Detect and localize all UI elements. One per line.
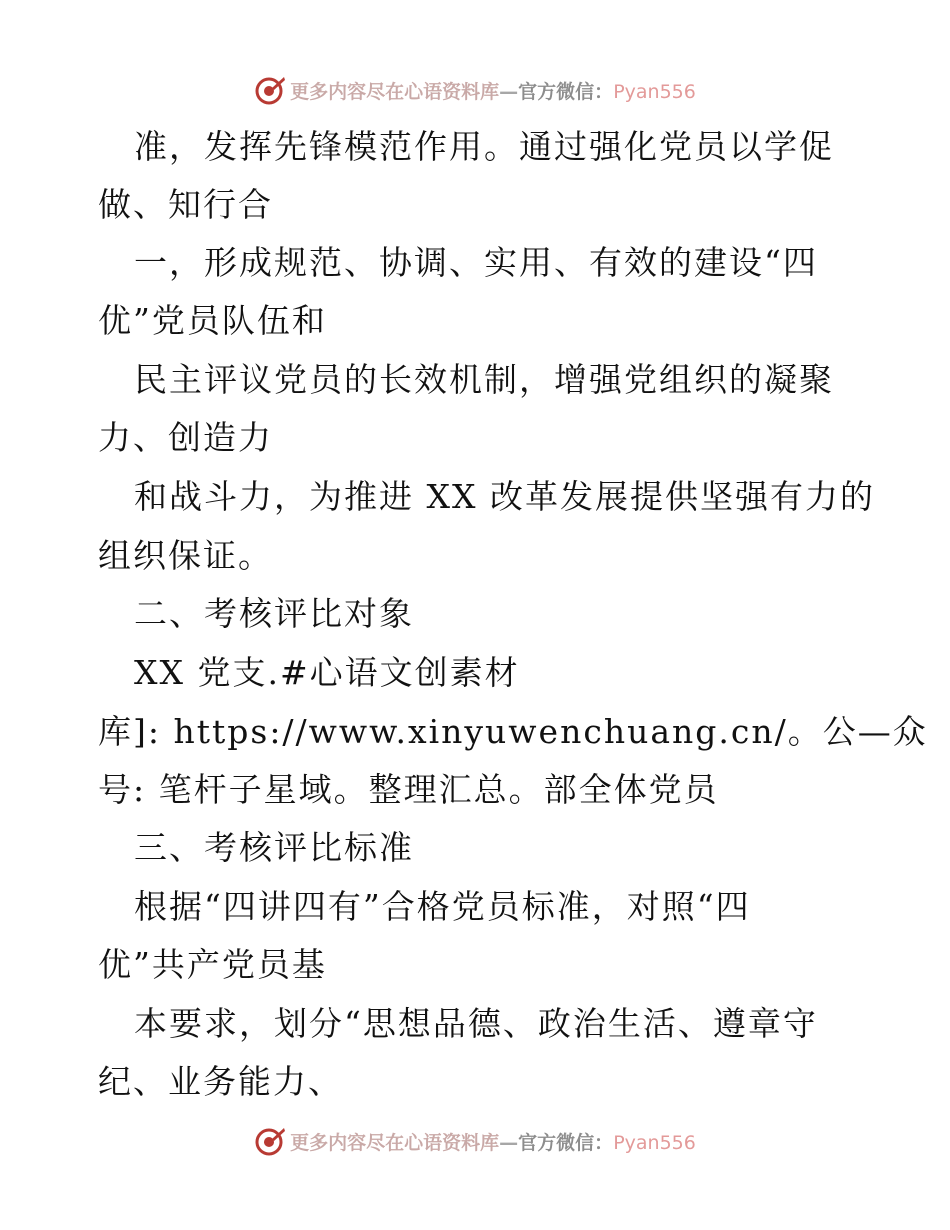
text-line: 准，发挥先锋模范作用。通过强化党员以学促 bbox=[134, 127, 834, 166]
text-line: 号: 笔杆子星域。整理汇总。部全体党员 bbox=[98, 770, 719, 809]
logo-icon bbox=[254, 74, 286, 106]
text-line: 力、创造力 bbox=[98, 418, 273, 457]
watermark-text: 更多内容尽在心语资料库—官方微信：Pyan556 bbox=[290, 1131, 696, 1154]
section-heading: 三、考核评比标准 bbox=[134, 828, 414, 867]
section-heading: 二、考核评比对象 bbox=[134, 594, 414, 633]
text-line: 纪、业务能力、 bbox=[98, 1062, 343, 1101]
text-line: 根据“四讲四有”合格党员标准，对照“四 bbox=[134, 887, 751, 926]
text-line: 民主评议党员的长效机制，增强党组织的凝聚 bbox=[134, 360, 834, 399]
watermark-text: 更多内容尽在心语资料库—官方微信：Pyan556 bbox=[290, 80, 696, 103]
footer-watermark bbox=[0, 1121, 950, 1161]
logo-icon bbox=[254, 1125, 286, 1157]
text-line: 优”党员队伍和 bbox=[98, 301, 327, 340]
text-line: 做、知行合 bbox=[98, 185, 273, 224]
text-line: 库]: https://www.xinyuwenchuang.cn/。公—众 bbox=[98, 712, 928, 751]
text-line: 和战斗力，为推进 XX 改革发展提供坚强有力的 bbox=[134, 477, 875, 516]
text-line: 组织保证。 bbox=[98, 536, 273, 575]
header-watermark bbox=[0, 70, 950, 110]
text-line: 一，形成规范、协调、实用、有效的建设“四 bbox=[134, 243, 818, 282]
text-line: 优”共产党员基 bbox=[98, 945, 327, 984]
text-line: XX 党支.#心语文创素材 bbox=[134, 653, 520, 692]
text-line: 本要求，划分“思想品德、政治生活、遵章守 bbox=[134, 1004, 818, 1043]
